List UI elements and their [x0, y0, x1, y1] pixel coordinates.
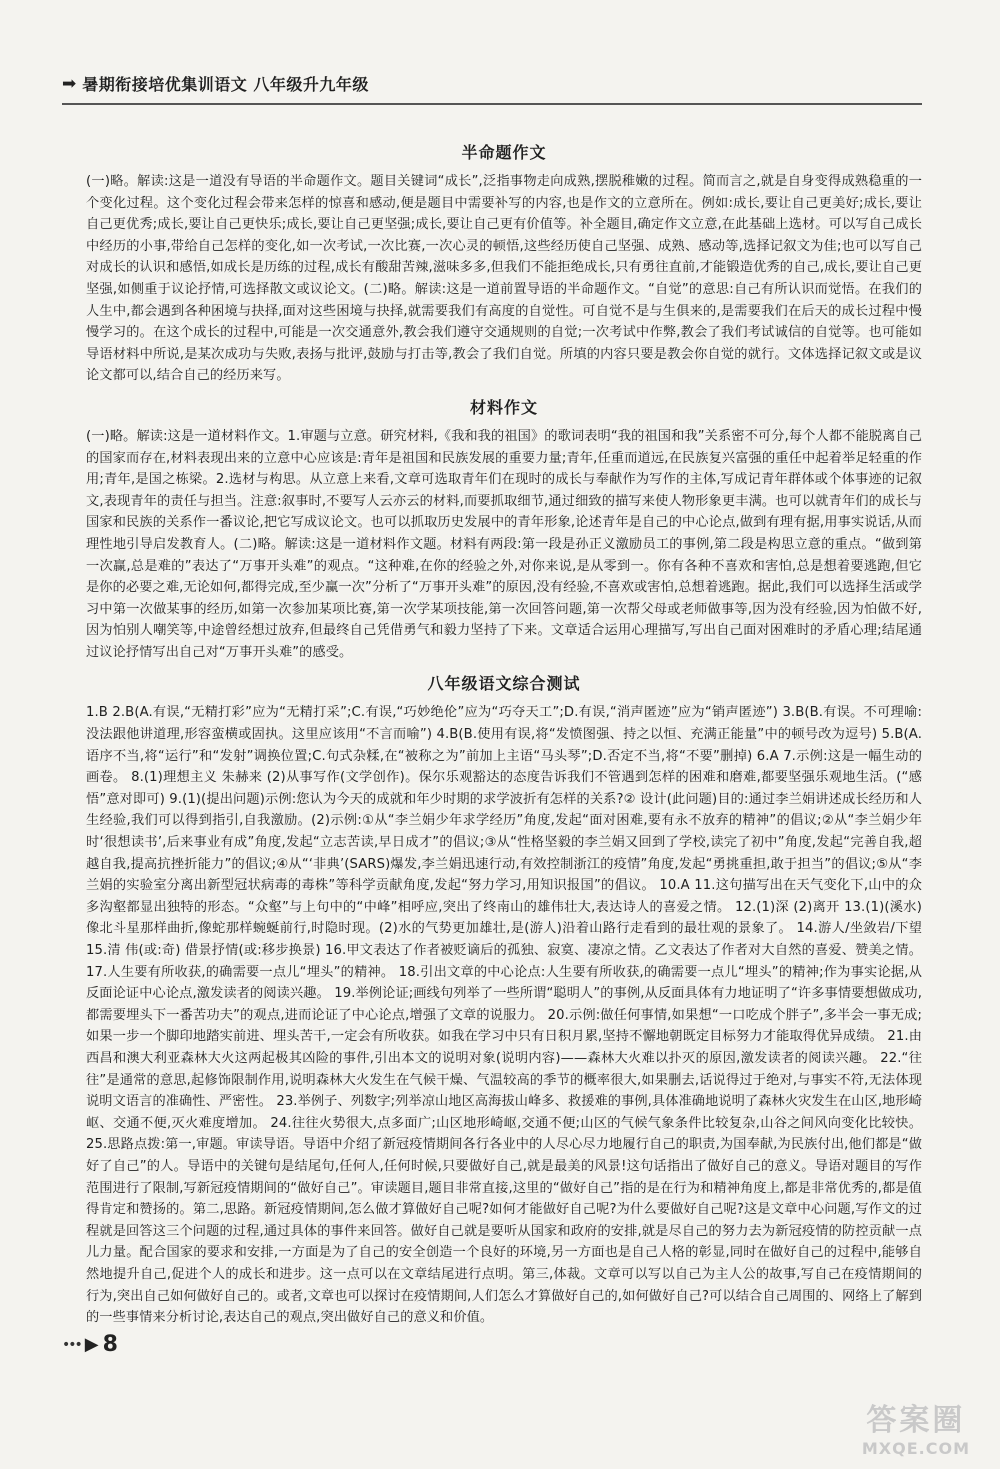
- triangle-right-icon: ▶: [84, 1334, 99, 1355]
- arrow-right-icon: ➡: [62, 73, 77, 94]
- watermark-text: 答案圈: [866, 1403, 966, 1438]
- watermark-logo: [862, 1395, 970, 1458]
- watermark-url: MXQE.COM: [861, 1439, 970, 1458]
- section-comprehensive-test: [86, 671, 922, 1328]
- section-body: (一)略。解读:这是一道没有导语的半命题作文。题目关键词“成长”,泛指事物走向成熟,摆脱稚嫩的过程。简而言之,就是自身变得成熟稳重的一个变化过程。这个变化过程会带来怎样的惊喜和感动,便是题目中需要补写的内容,也是作文的立意所在。例如:成长,要让自己更美好;成长,要让自己更优秀;成长,要让自己更快乐;成长,要让自己更坚强;成长,要让自己更有价值等。补全题目,确定作文立意,在此基础上选材。可以写自己成长中经历的小事,带给自己怎样的变化,如一次考试,一次比赛,一次心灵的顿悟,这些经历使自己坚强、成熟、感动等,选择记叙文为佳;也可以写自己对成长的认识和感悟,如成长是历练的过程,成长有酸甜苦辣,滋味多多,但我们不能拒绝成长,只有勇往直前,才能锻造优秀的自己,成长,要让自己更坚强,如侧重于议论抒情,可选择散文或议论文。(二)略。解读:这是一道前置导语的半命题作文。“自觉”的意思:自己有所认识而觉悟。在我们的人生中,都会遇到各种困境与抉择,面对这些困境与抉择,就需要我们有高度的自觉性。可自觉不是与生俱来的,是需要我们在后天的成长过程中慢慢学习的。在这个成长的过程中,可能是一次交通意外,教会我们遵守交通规则的自觉;一次考试中作弊,教会了我们考试诚信的自觉等。也可能如导语材料中所说,是某次成功与失败,表扬与批评,鼓励与打击等,教会了我们自觉。所填的内容只要是教会你自觉的就行。文体选择记叙文或是议论文都可以,结合自己的经历来写。: [86, 174, 922, 384]
- page-header: [62, 72, 922, 105]
- dots-decoration: •••: [62, 1336, 81, 1353]
- header-title: 暑期衔接培优集训语文 八年级升九年级: [82, 75, 369, 94]
- section-body: 1.B 2.B(A.有误,“无精打彩”应为“无精打采”;C.有误,“巧妙绝伦”应为“巧夺天工”;D.有误,“消声匿迹”应为“销声匿迹”) 3.B(B.有误。不可理喻:没法跟他讲道理,形容蛮横或固执。这里应该用“不言而喻”) 4.B(B.使用有误,将“发愤图强、持之以恒、充满正能量”中的顿号改为逗号) 5.B(A.语序不当,将“运行”和“发射”调换位置;C.句式杂糅,在“被称之为”前加上主语“马头琴”;D.否定不当,将“不要”删掉) 6.A 7.示例:这是一幅生动的画卷。 8.(1)理想主义 朱赫来 (2)从事写作(文学创作)。保尔乐观豁达的态度告诉我们不管遇到怎样的困难和磨难,都要坚强乐观地生活。(“感悟”意对即可) 9.(1)(提出问题)示例:您认为今天的成就和年少时期的求学波折有怎样的关系?② 设计(此问题)目的:通过李兰娟讲述成长经历和人生经验,我们可以得到指引,自我激励。(2)示例:①从“李兰娟少年求学经历”角度,发起“面对困难,要有永不放弃的精神”的倡议;②从“李兰娟少年时‘很想读书’,后来事业有成”角度,发起“立志苦读,早日成才”的倡议;③从“性格坚毅的李兰娟又回到了学校,读完了初中”角度,发起“完善自我,超越自我,提高抗挫折能力”的倡议;④从“‘非典’(SARS)爆发,李兰娟迅速行动,有效控制浙江的疫情”角度,发起“勇挑重担,敢于担当”的倡议;⑤从“李兰娟的实验室分离出新型冠状病毒的毒株”等科学贡献角度,发起“努力学习,用知识报国”的倡议。 10.A 11.这句描写出在天气变化下,山中的众多沟壑都显出独特的形态。“众壑”与上句中的“中峰”相呼应,突出了终南山的雄伟壮大,表达诗人的喜爱之情。 12.(1)深 (2)离开 13.(1)(溪水)像北斗星那样曲折,像蛇那样蜿蜒前行,时隐时现。(2)水的气势更加雄壮,是(游人)沿着山路行走看到的最壮观的景象了。 14.游人/坐敛岩/下望 15.清 伟(或:奇) 借景抒情(或:移步换景) 16.甲文表达了作者被贬谪后的孤独、寂寞、凄凉之情。乙文表达了作者对大自然的喜爱、赞美之情。 17.人生要有所收获,的确需要一点儿“埋头”的精神。 18.引出文章的中心论点:人生要有所收获,的确需要一点儿“埋头”的精神;作为事实论据,从反面论证中心论点,激发读者的阅读兴趣。 19.举例论证;画线句列举了一些所谓“聪明人”的事例,从反面具体有力地证明了“许多事情要想做成功,都需要埋头下一番苦功夫”的观点,进而论证了中心论点,增强了文章的说服力。 20.示例:做任何事情,如果想“一口吃成个胖子”,多半会一事无成;如果一步一个脚印地踏实前进、埋头苦干,一定会有所收获。如我在学习中只有日积月累,坚持不懈地朝既定目标努力才能取得优异成绩。 21.由西昌和澳大利亚森林大火这两起极其凶险的事件,引出本文的说明对象(说明内容)——森林大火难以扑灭的原因,激发读者的阅读兴趣。 22.“往往”是通常的意思,起修饰限制作用,说明森林大火发生在气候干燥、气温较高的季节的概率很大,如果删去,话说得过于绝对,与事实不符,无法体现说明文语言的准确性、严密性。 23.举例子、列数字;列举凉山地区高海拔山峰多、救援难的事例,具体准确地说明了森林火灾发生在山区,地形崎岖、交通不便,灭火难度增加。 24.往往火势很大,点多面广;山区地形崎岖,交通不便;山区的气候气象条件比较复杂,山谷之间风向变化比较快。 25.思路点拨:第一,审题。审读导语。导语中介绍了新冠疫情期间各行各业中的人尽心尽力地履行自己的职责,为国奉献,为民族付出,他们都是“做好了自己”的人。导语中的关键句是结尾句,任何人,任何时候,只要做好自己,就是最美的风景!这句话指出了做好自己的意义。导语对题目的写作范围进行了限制,写新冠疫情期间的“做好自己”。审读题目,题目非常直接,这里的“做好自己”指的是在行为和精神角度上,都是非常优秀的,都是值得肯定和赞扬的。第二,思路。新冠疫情期间,怎么做才算做好自己呢?如何才能做好自己呢?为什么要做好自己呢?这是文章中心问题,写作文的过程就是回答这三个问题的过程,通过具体的事件来回答。做好自己就是要听从国家和政府的安排,就是尽自己的努力去为新冠疫情的防控贡献一点儿力量。配合国家的要求和安排,一方面是为了自己的安全创造一个良好的环境,另一方面也是自己人格的彰显,同时在做好自己的过程中,能够自然地提升自己,促进个人的成长和进步。这一点可以在文章结尾进行点明。第三,体裁。文章可以写以自己为主人公的故事,写自己在疫情期间的行为,突出自己如何做好自己的。或者,文章也可以探讨在疫情期间,人们怎么才算做好自己的,如何做好自己?可以结合自己周围的、网络上了解到的一些事情来分析讨论,表达自己的观点,突出做好自己的意义和价值。: [86, 705, 922, 1326]
- section-body: (一)略。解读:这是一道材料作文。1.审题与立意。研究材料,《我和我的祖国》的歌词表明“我的祖国和我”关系密不可分,每个人都不能脱离自己的国家而存在,材料表现出来的立意中心应该是:青年是祖国和民族发展的重要力量;青年,任重而道远,在民族复兴富强的重任中起着举足轻重的作用;青年,是国之栋梁。2.选材与构思。从立意上来看,文章可选取青年们在现时的成长与奉献作为写作的主体,写成记青年群体或个体事迹的记叙文,表现青年的责任与担当。注意:叙事时,不要写人云亦云的材料,而要抓取细节,通过细致的描写来使人物形象更丰满。也可以就青年们的成长与国家和民族的关系作一番议论,把它写成议论文。也可以抓取历史发展中的青年形象,论述青年是自己的中心论点,做到有理有据,用事实说话,从而理性地引导启发教育人。(二)略。解读:这是一道材料作文题。材料有两段:第一段是孙正义激励员工的事例,第二段是构思立意的重点。“做到第一次赢,总是难的”表达了“万事开头难”的观点。“这种难,在你的经验之外,对你来说,是从零到一。你有各种不喜欢和害怕,总是想着要逃跑,但它是你的必要之难,无论如何,都得完成,至少赢一次”分析了“万事开头难”的原因,没有经验,不喜欢或害怕,总想着逃跑。据此,我们可以选择生活或学习中第一次做某事的经历,如第一次参加某项比赛,第一次学某项技能,第一次回答问题,第一次帮父母或老师做事等,因为没有经验,因为怕做不好,因为怕别人嘲笑等,中途曾经想过放弃,但最终自己凭借勇气和毅力坚持了下来。文章适合运用心理描写,写出自己面对困难时的矛盾心理;结尾通过议论抒情写出自己对“万事开头难”的感受。: [86, 428, 922, 660]
- section-half-title-essay: [86, 140, 922, 387]
- section-title: 材料作文: [469, 397, 538, 417]
- section-material-essay: [86, 395, 922, 664]
- page-number: 8: [102, 1332, 118, 1357]
- main-content: [86, 134, 922, 1337]
- page-footer: [62, 1332, 118, 1357]
- section-title: 半命题作文: [461, 143, 547, 162]
- section-title: 八年级语文综合测试: [427, 674, 581, 694]
